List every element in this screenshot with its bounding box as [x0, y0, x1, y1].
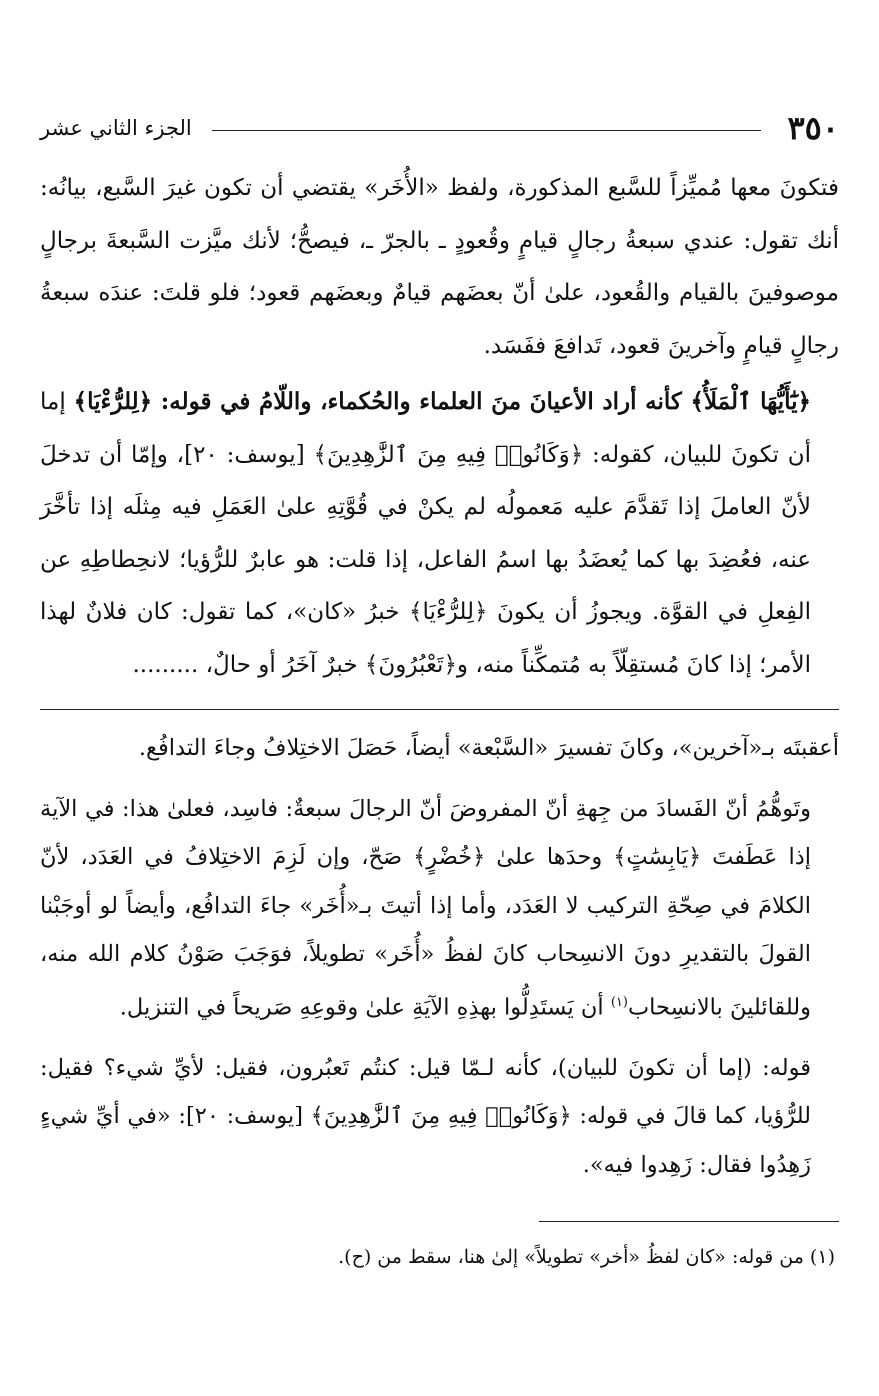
- text-line: وتَوهُّمُ أنّ الفَسادَ من جِهةِ أنّ المفروضَ أنّ الرجالَ سبعةٌ: فاسِد، فعلىٰ هذا: في الآية: [40, 795, 811, 822]
- text-line: أنك تقول: عندي سبعةُ رجالٍ قيامٍ وقُعودٍ ـ بالجرّ ـ، فيصحُّ؛ لأنك ميَّزت السَّبعةَ: [106, 227, 840, 254]
- main-divider: [40, 709, 839, 710]
- commentary-paragraph-3: [40, 1044, 839, 1190]
- text-line: للرُّؤيا، كما قالَ في قوله: ﴿وَكَانُوا۟ فِيهِ مِنَ ٱلزَّٰهِدِينَ﴾ [يوسف: ٢٠]: «في أيِّ شيءٍ: [40, 1103, 811, 1129]
- text-line: عندَه سبعةُ رجالٍ قيامٍ وآخرينَ قعود، تَدافعَ ففَسَد.: [40, 280, 839, 359]
- text-line: عنه، فعُضِدَ بها كما يُعضَدُ بها اسمُ الفاعل، إذا قلت: هو عابرٌ للرُّؤيا؛ لانحِطاطِهِ عن: [40, 546, 811, 573]
- text-line: إما أن تكونَ للبيان، كقوله: ﴿وَكَانُوا۟ فِيهِ مِنَ ٱلزَّٰهِدِينَ﴾ [يوسف: ٢٠]، وإمّا أن: [40, 389, 811, 468]
- running-title: الجزء الثاني عشر: [40, 116, 192, 140]
- text-line: إذا عَطَفتَ ﴿يَابِسَٰتٍ﴾ وحدَها علىٰ ﴿خُضْرٍ﴾ صَحّ، وإن لَزِمَ الاختِلافُ في العَدَد، لأنّ: [40, 844, 811, 870]
- footnote-divider: [539, 1221, 839, 1222]
- page-number: ٣٥٠: [787, 109, 839, 147]
- text-line: تدخلَ لأنّ العاملَ إذا تَقدَّمَ عليه مَعمولُه لم يكنْ في قُوَّتِهِ علىٰ العَمَلِ فيه مِثلَه إذا تأخَّرَ: [40, 441, 811, 520]
- text-line: الفِعلِ في القوَّة. ويجوزُ أن يكونَ ﴿لِلرُّءْيَا﴾ خبرُ «كان»، كما تقول: كان فلانٌ لهذا: [40, 599, 811, 625]
- text-line: قوله: (إما أن تكونَ للبيان)، كأنه لـمّا قيل: كنتُم تَعبُرون، فقيل: لأيِّ شيء؟ فقيل:: [40, 1054, 811, 1081]
- text-line: ﴿يَٰٓأَيُّهَا ٱلْمَلَأُ﴾ كأنه أراد الأعيانَ منَ العلماء والحُكماء، واللّامُ في قوله: ﴿لِلرُّءْيَا﴾: [73, 388, 811, 415]
- commentary: [40, 724, 839, 1189]
- page: [40, 100, 839, 1356]
- text-line: فتكونَ معها مُميِّزاً للسَّبع المذكورة، ولفظ «الأُخَر» يقتضي أن تكون غيرَ السَّبع، بيانُه:: [40, 175, 839, 201]
- text-line: الأمر؛ إذا كانَ مُستقِلّاً به مُتمكِّناً منه، و﴿تَعْبُرُونَ﴾ خبرٌ آخَرُ أو حالٌ، .........: [132, 651, 811, 678]
- main-paragraph-2: [40, 376, 839, 691]
- footnote-1: (١) من قوله: «كان لفظُ «أخر» تطويلاً» إلىٰ هنا، سقط من (ح).: [338, 1246, 835, 1268]
- main-paragraph-1: [40, 162, 839, 372]
- footnotes: [40, 1240, 839, 1274]
- text-line: وللقائلينَ بالانسِحاب: [627, 994, 811, 1020]
- text-line: الكلامَ في صِحّةِ التركيب لا العَدَد، وأما إذا أتيتَ بـ«أُخَر» جاءَ التدافُع، وأيضاً لو أوجَبْنا: [40, 892, 811, 919]
- main-text: [40, 162, 839, 691]
- text-line: زَهِدُوا فقال: زَهِدوا فيه».: [582, 1151, 811, 1178]
- text-line: برجالٍ موصوفينَ بالقيام والقُعود، علىٰ أنّ بعضَهم قيامٌ وبعضَهم قعود؛ فلو قلتَ:: [40, 227, 839, 306]
- page-header: [40, 100, 839, 156]
- footnote-reference[interactable]: (١): [610, 994, 628, 1010]
- text-line: أن يَستَدِلُّوا بهذِهِ الآيَةِ علىٰ وقوعِهِ صَريحاً في التنزيل.: [119, 994, 611, 1020]
- text-line: القولَ بالتقديرِ دونَ الانسِحاب كانَ لفظُ «أُخَر» تطويلاً، فوَجَبَ صَوْنُ كلام الله منه،: [40, 941, 811, 967]
- commentary-paragraph-2: [40, 785, 839, 1032]
- header-rule: [212, 130, 762, 131]
- commentary-paragraph-1: أعقبتَه بـ«آخرين»، وكانَ تفسيرَ «السَّبْعة» أيضاً، حَصَلَ الاختِلافُ وجاءَ التدافُع.: [138, 735, 839, 761]
